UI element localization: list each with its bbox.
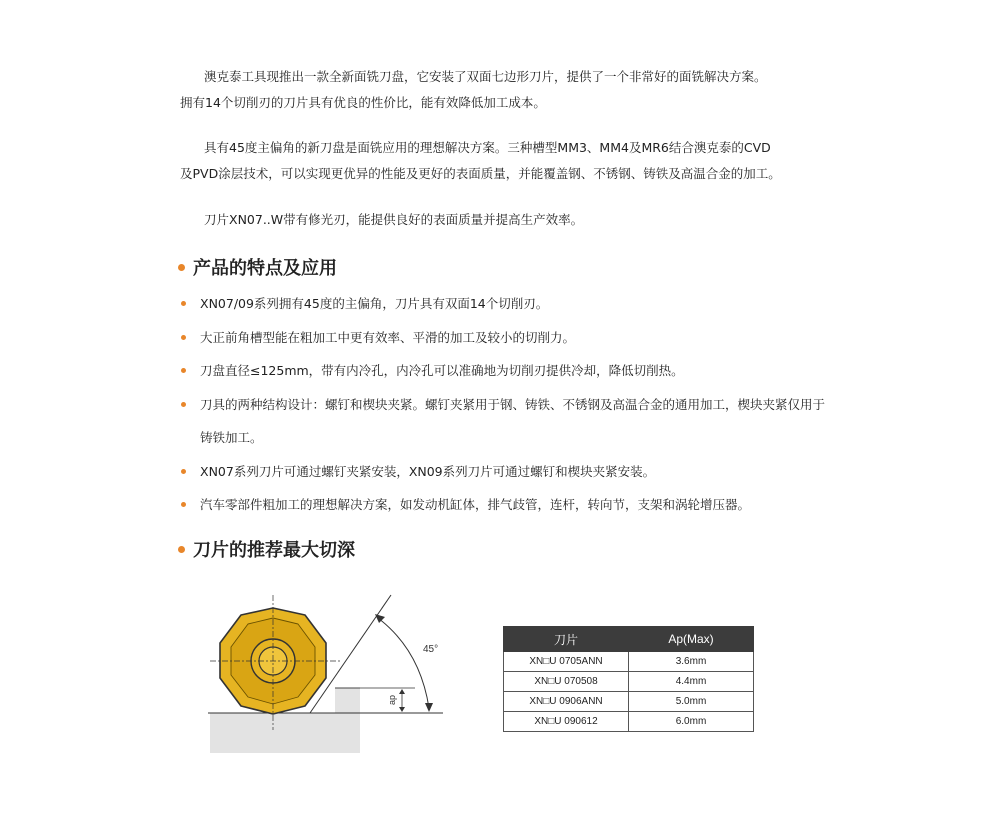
depth-table <box>503 626 754 732</box>
insert-diagram <box>205 590 455 760</box>
bullet-icon <box>181 368 186 373</box>
bullet-icon <box>181 502 186 507</box>
insert-icon <box>210 595 340 730</box>
bullet-icon <box>181 402 186 407</box>
intro-line: 具有45度主偏角的新刀盘是面铣应用的理想解决方案。三种槽型MM3、MM4及MR6结合澳克泰的CVD <box>204 140 771 155</box>
header-ap-max: Ap(Max) <box>629 627 754 652</box>
list-item-text: 刀盘直径≤125mm，带有内冷孔，内冷孔可以准确地为切削刃提供冷却，降低切削热。 <box>200 363 684 378</box>
feature-list <box>180 287 830 522</box>
header-insert: 刀片 <box>504 627 629 652</box>
list-item <box>180 354 830 388</box>
list-item-text: 刀具的两种结构设计：螺钉和楔块夹紧。螺钉夹紧用于钢、铸铁、不锈钢及高温合金的通用加工，楔块夹紧仅用于铸铁加工。 <box>200 396 826 445</box>
ap-arrow-icon <box>399 689 405 694</box>
bullet-dot-icon <box>178 264 185 271</box>
ap-arrow-icon <box>399 707 405 712</box>
arc-arrow-icon <box>375 614 385 623</box>
bullet-icon <box>181 335 186 340</box>
intro-paragraph-2 <box>180 135 820 187</box>
workpiece-block <box>210 713 360 753</box>
insert-code-cell: XN□U 0705ANN <box>504 652 629 672</box>
insert-code-cell: XN□U 090612 <box>504 712 629 732</box>
bullet-icon <box>181 469 186 474</box>
depth-heading-text: 刀片的推荐最大切深 <box>193 540 355 561</box>
features-heading-text: 产品的特点及应用 <box>193 258 337 279</box>
intro-line: 及PVD涂层技术，可以实现更优异的性能及更好的表面质量，并能覆盖钢、不锈钢、铸铁及高温合金的加工。 <box>180 166 781 181</box>
intro-line: 拥有14个切削刃的刀片具有优良的性价比，能有效降低加工成本。 <box>180 95 546 110</box>
list-item-text: 汽车零部件粗加工的理想解决方案，如发动机缸体，排气歧管，连杆，转向节，支架和涡轮增压器。 <box>200 497 751 512</box>
table-row <box>504 692 754 712</box>
list-item <box>180 488 830 522</box>
intro-line: 澳克泰工具现推出一款全新面铣刀盘，它安装了双面七边形刀片，提供了一个非常好的面铣解决方案。 <box>204 69 767 84</box>
intro-paragraph-1 <box>180 64 820 116</box>
list-item-text: XN07系列刀片可通过螺钉夹紧安装，XN09系列刀片可通过螺钉和楔块夹紧安装。 <box>200 463 656 479</box>
insert-code-cell: XN□U 070508 <box>504 672 629 692</box>
bullet-icon <box>181 301 186 306</box>
table-row <box>504 712 754 732</box>
list-item <box>180 321 830 355</box>
workpiece-step <box>335 688 360 713</box>
ap-value-cell: 4.4mm <box>629 672 754 692</box>
list-item-text: 大正前角槽型能在粗加工中更有效率、平滑的加工及较小的切削力。 <box>200 329 576 345</box>
intro-line: 刀片XN07..W带有修光刃，能提供良好的表面质量并提高生产效率。 <box>204 212 584 227</box>
ap-label: ap <box>387 694 397 705</box>
depth-heading <box>178 536 355 562</box>
ap-value-cell: 6.0mm <box>629 712 754 732</box>
angle-arc <box>378 618 429 708</box>
table-row <box>504 652 754 672</box>
ap-value-cell: 5.0mm <box>629 692 754 712</box>
arc-arrow-icon <box>425 703 433 712</box>
list-item-text: XN07/09系列拥有45度的主偏角，刀片具有双面14个切削刃。 <box>200 296 549 311</box>
list-item <box>180 455 830 489</box>
intro-paragraph-3 <box>180 207 820 233</box>
insert-code-cell: XN□U 0906ANN <box>504 692 629 712</box>
bullet-dot-icon <box>178 546 185 553</box>
list-item <box>180 388 830 455</box>
features-heading <box>178 254 337 280</box>
table-row <box>504 672 754 692</box>
angle-label: 45° <box>423 644 439 655</box>
list-item <box>180 287 830 321</box>
ap-value-cell: 3.6mm <box>629 652 754 672</box>
table-header-row <box>504 627 754 652</box>
